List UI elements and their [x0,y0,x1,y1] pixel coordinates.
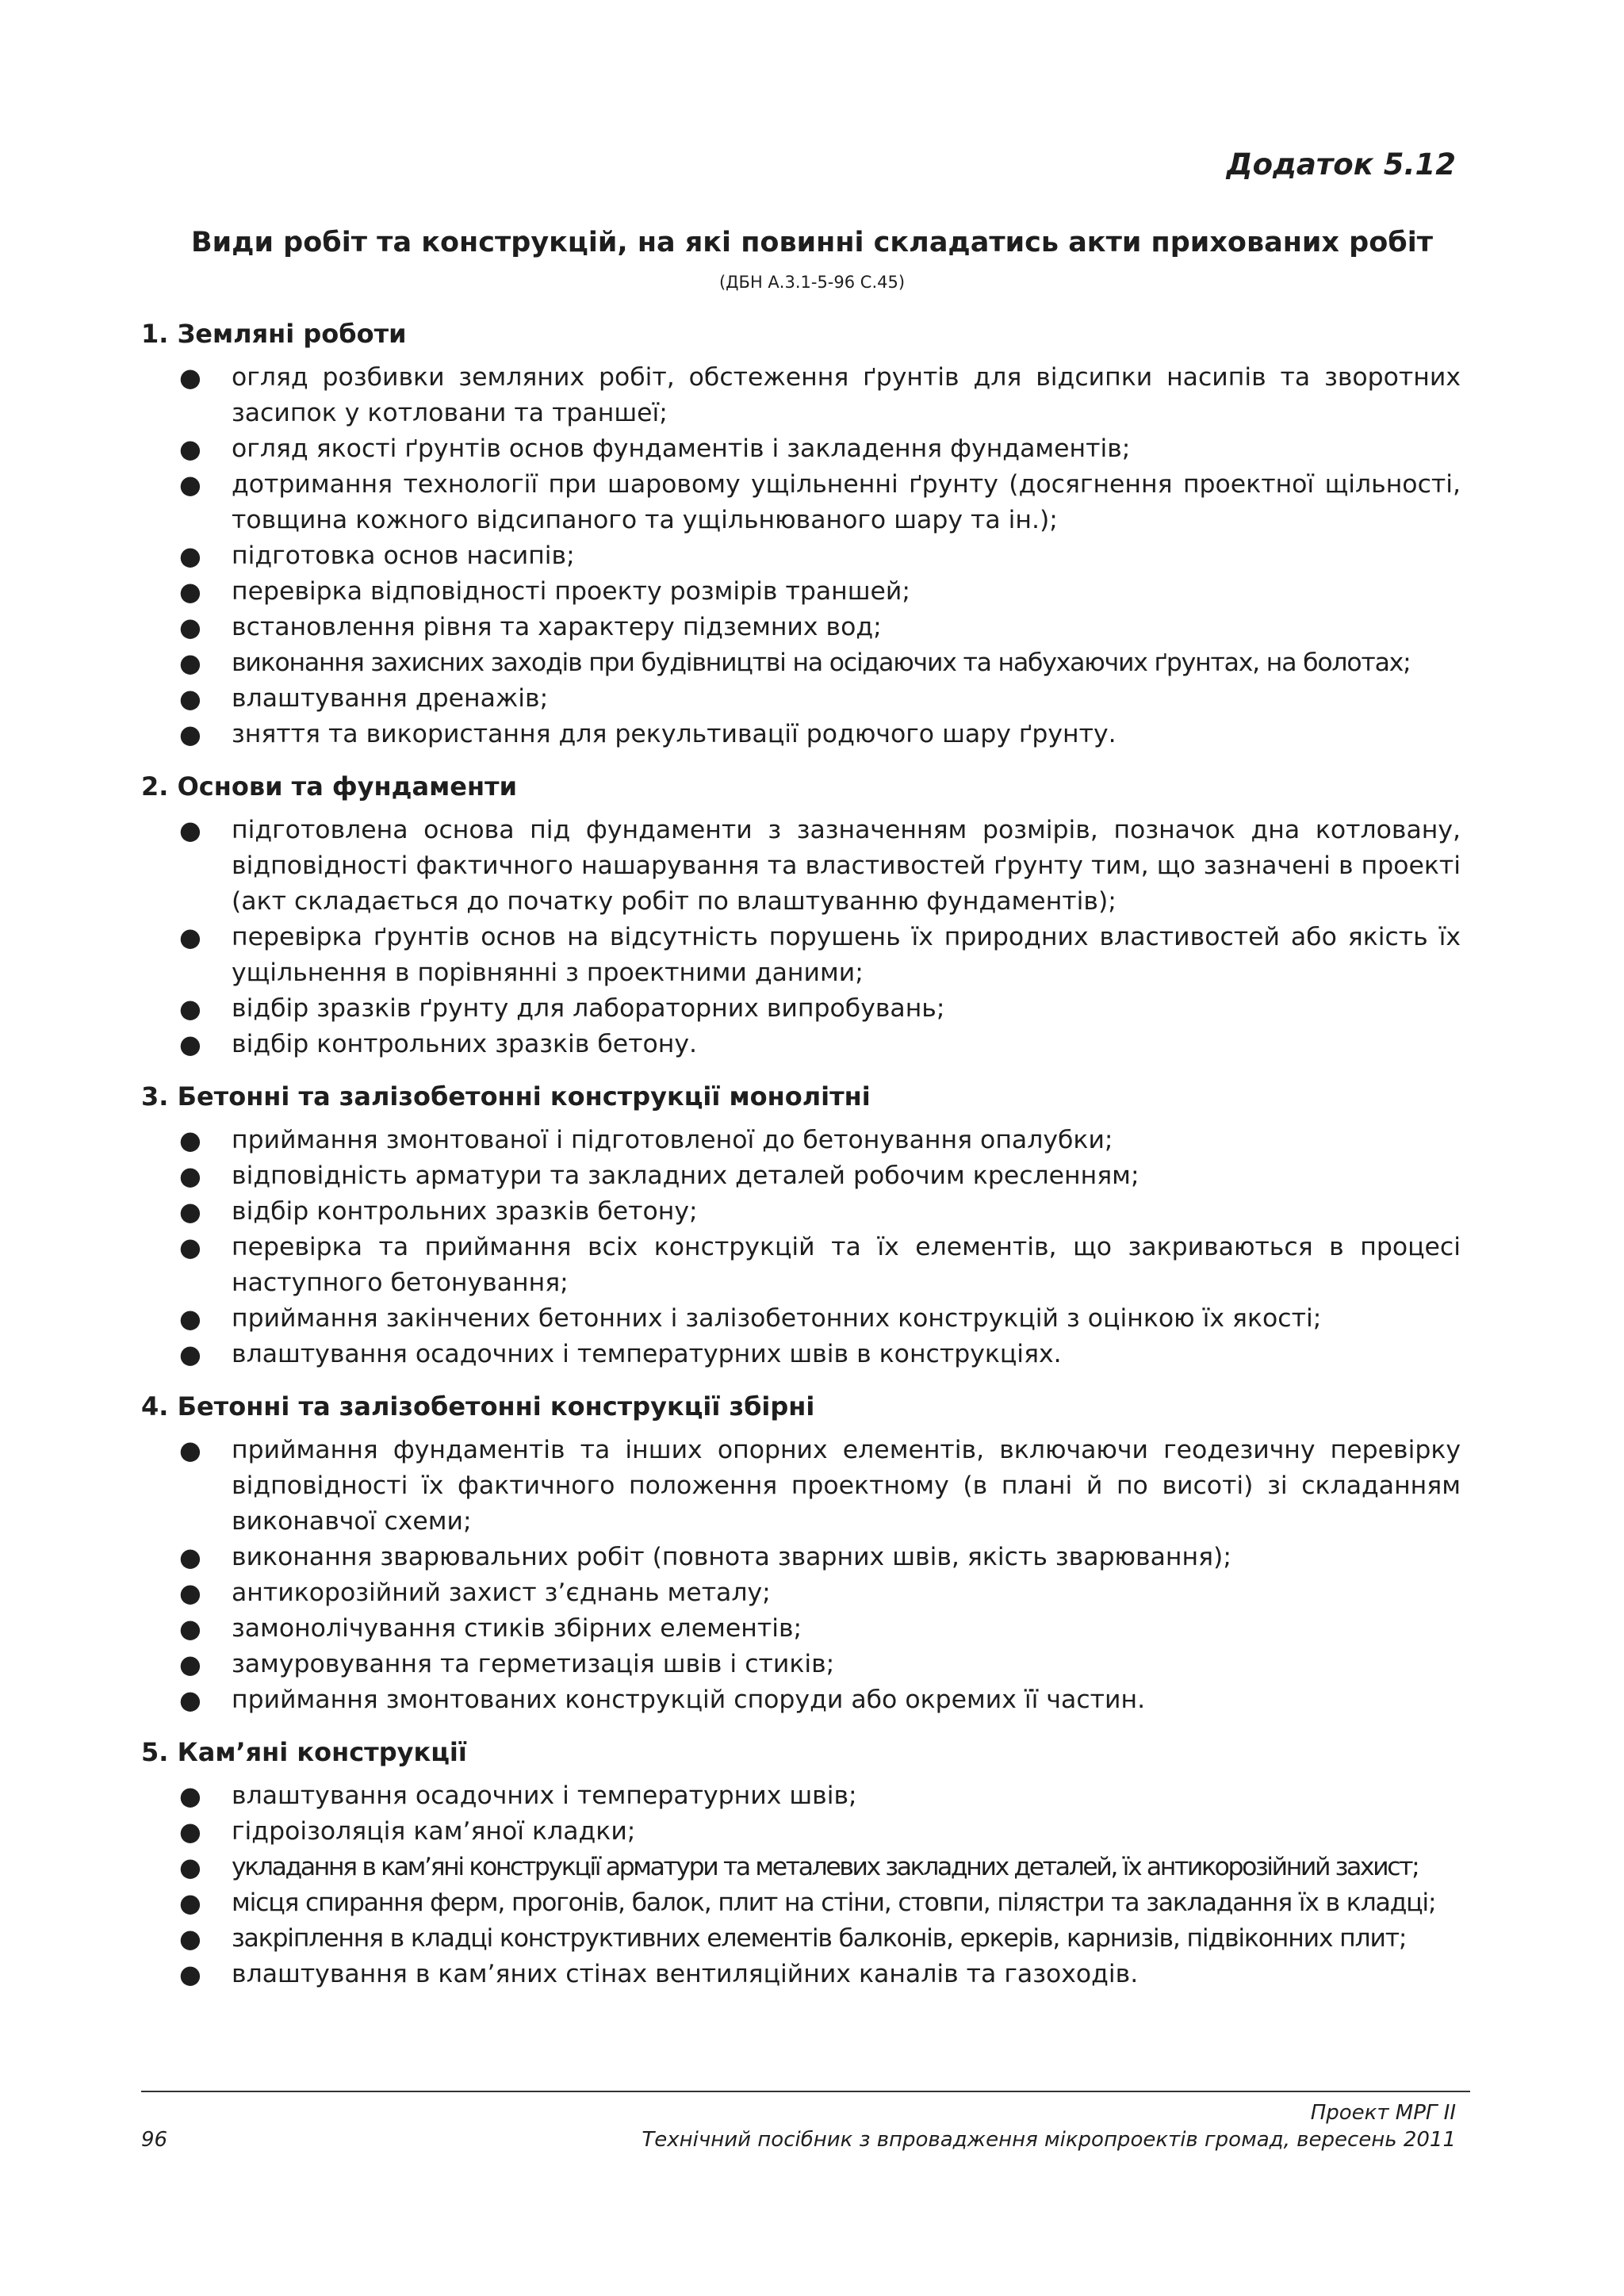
item-list [141,1123,1461,1372]
list-item: ● приймання змонтованої і підготовленої до бетонування опалубки; [141,1123,1461,1158]
section-masonry [141,1734,1461,1992]
list-item: ● влаштування осадочних і температурних швів; [141,1778,1461,1814]
bullet-icon: ● [179,1781,201,1811]
bullet-icon: ● [179,362,201,392]
bullet-icon: ● [179,1578,201,1608]
list-item: ● влаштування осадочних і температурних швів в конструкціях. [141,1337,1461,1372]
list-item: ● приймання фундаментів та інших опорних елементів, включаючи геодезичну перевірку відповідності їх фактичного положення проектному (в плані й по висоті) зі складанням виконавчої схеми; [141,1433,1461,1540]
bullet-icon: ● [179,1125,201,1155]
section-earthworks [141,316,1461,752]
list-item: ● замуровування та герметизація швів і стиків; [141,1647,1461,1682]
list-item: ● зняття та використання для рекультивації родючого шару ґрунту. [141,717,1461,752]
footer-publication-title: Технічний посібник з впровадження мікропроектів громад, вересень 2011 [642,2128,1456,2152]
list-item: ● дотримання технології при шаровому ущільненні ґрунту (досягнення проектної щільності, товщина кожного відсипаного та ущільнюваного шару та ін.); [141,467,1461,538]
item-list [141,1778,1461,1992]
bullet-icon: ● [179,1435,201,1465]
bullet-icon: ● [179,719,201,749]
bullet-icon: ● [179,1196,201,1226]
bullet-icon: ● [179,1029,201,1059]
page-number: 96 [141,2128,168,2152]
bullet-icon: ● [179,434,201,464]
document-title: Види робіт та конструкцій, на які повинні складатись акти прихованих робіт [190,227,1433,258]
bullet-icon: ● [179,1339,201,1369]
bullet-icon: ● [179,1649,201,1679]
bullet-icon: ● [179,1852,201,1882]
appendix-label: Додаток 5.12 [1226,147,1456,182]
bullet-icon: ● [179,993,201,1024]
list-item: ● підготовлена основа під фундаменти з зазначенням розмірів, позначок дна котловану, відповідності фактичного нашарування та властивостей ґрунту тим, що зазначені в проекті (акт складається до початку робіт по влаштуванню фундаментів); [141,813,1461,920]
bullet-icon: ● [179,469,201,499]
bullet-icon: ● [179,1161,201,1191]
list-item: ● закріплення в кладці конструктивних елементів балконів, еркерів, карнизів, підвіконних плит; [141,1921,1461,1957]
bullet-icon: ● [179,1959,201,1989]
list-item: ● відбір контрольних зразків бетону; [141,1194,1461,1230]
list-item: ● огляд якості ґрунтів основ фундаментів і закладення фундаментів; [141,431,1461,467]
list-item: ● встановлення рівня та характеру підземних вод; [141,610,1461,645]
bullet-icon: ● [179,1685,201,1715]
list-item: ● антикорозійний захист з’єднань металу; [141,1575,1461,1611]
item-list [141,360,1461,752]
list-item: ● приймання змонтованих конструкцій споруди або окремих її частин. [141,1682,1461,1718]
bullet-icon: ● [179,1923,201,1954]
list-item: ● замонолічування стиків збірних елементів; [141,1611,1461,1647]
list-item: ● огляд розбивки земляних робіт, обстеження ґрунтів для відсипки насипів та зворотних засипок у котловани та траншеї; [141,360,1461,431]
list-item: ● місця спирання ферм, прогонів, балок, плит на стіни, стовпи, пілястри та закладання їх в кладці; [141,1885,1461,1921]
footer-divider [141,2091,1470,2092]
section-heading: 1. Земляні роботи [141,319,407,349]
bullet-icon: ● [179,541,201,571]
list-item: ● перевірка ґрунтів основ на відсутність порушень їх природних властивостей або якість їх ущільнення в порівнянні з проектними даними; [141,920,1461,991]
bullet-icon: ● [179,1542,201,1572]
bullet-icon: ● [179,1232,201,1262]
item-list [141,813,1461,1062]
bullet-icon: ● [179,815,201,845]
document-body [141,316,1461,2008]
section-monolithic-concrete [141,1078,1461,1372]
section-heading: 3. Бетонні та залізобетонні конструкції монолітні [141,1081,871,1112]
bullet-icon: ● [179,1613,201,1644]
footer-publication-info [642,2099,1456,2153]
footer-project-name: Проект МРГ ІІ [1310,2101,1456,2125]
bullet-icon: ● [179,648,201,678]
list-item: ● гідроізоляція кам’яної кладки; [141,1814,1461,1850]
item-list [141,1433,1461,1718]
bullet-icon: ● [179,576,201,607]
bullet-icon: ● [179,683,201,714]
list-item: ● приймання закінчених бетонних і залізобетонних конструкцій з оцінкою їх якості; [141,1301,1461,1337]
section-foundations [141,768,1461,1062]
section-heading: 4. Бетонні та залізобетонні конструкції збірні [141,1391,815,1422]
list-item: ● влаштування в кам’яних стінах вентиляційних каналів та газоходів. [141,1957,1461,1992]
section-heading: 2. Основи та фундаменти [141,771,518,802]
bullet-icon: ● [179,1816,201,1846]
list-item: ● перевірка відповідності проекту розмірів траншей; [141,574,1461,610]
bullet-icon: ● [179,1303,201,1334]
list-item: ● перевірка та приймання всіх конструкцій та їх елементів, що закриваються в процесі наступного бетонування; [141,1230,1461,1301]
bullet-icon: ● [179,1888,201,1918]
bullet-icon: ● [179,922,201,952]
list-item: ● відповідність арматури та закладних деталей робочим кресленням; [141,1158,1461,1194]
list-item: ● відбір контрольних зразків бетону. [141,1027,1461,1062]
list-item: ● влаштування дренажів; [141,681,1461,717]
list-item: ● підготовка основ насипів; [141,538,1461,574]
section-precast-concrete [141,1388,1461,1718]
list-item: ● виконання захисних заходів при будівництві на осідаючих та набухаючих ґрунтах, на болотах; [141,645,1461,681]
list-item: ● виконання зварювальних робіт (повнота зварних швів, якість зварювання); [141,1540,1461,1575]
bullet-icon: ● [179,612,201,642]
list-item: ● відбір зразків ґрунту для лабораторних випробувань; [141,991,1461,1027]
list-item: ● укладання в кам’яні конструкції арматури та металевих закладних деталей, їх антикорозійний захист; [141,1850,1461,1885]
section-heading: 5. Кам’яні конструкції [141,1737,467,1767]
document-reference: (ДБН А.3.1-5-96 С.45) [718,273,906,292]
